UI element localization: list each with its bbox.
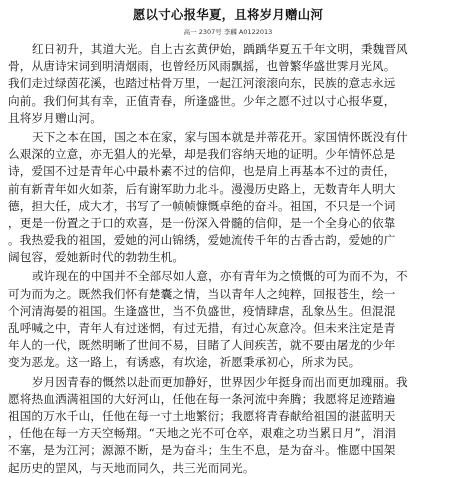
paragraph-line: 阔包容，爱她新时代的勃勃生机。 (8, 250, 185, 265)
paragraph-line: 红日初升，其道大光。自上古玄黄伊始，踽踽华夏五千年文明，秉魏晋风 (32, 42, 408, 56)
paragraph-line: 可为而为之。既然我们怀有楚囊之情，当以青年人之纯粹，回报苍生，绘一 (8, 286, 396, 301)
essay-paragraph (8, 41, 448, 127)
paragraph-line: 乱呼喊之中，青年人有过迷惘，有过无措，有过心灰意冷。但未来注定是青 (8, 321, 396, 335)
paragraph-line: 骨，从唐诗宋词到明清烟雨，也曾经历风雨飘摇，也曾繁华盛世霁月光风。 (8, 59, 396, 74)
paragraph-line: 且将岁月赠山河。 (8, 110, 102, 125)
essay-byline: 高一 2307号 李麟 A0122013 (183, 28, 273, 36)
paragraph-line: ，更是一份置之于口的欢喜，是一份深入骨髓的信仰，是一个全身心的依靠 (8, 215, 396, 230)
essay-paragraph (8, 129, 448, 267)
paragraph-line: 。我热爱我的祖国，爱她的河山锦绣，爱她流传千年的古香古韵，爱她的广 (8, 233, 396, 248)
paragraph-line: 向前。我们何其有幸，正值青春，所逢盛世。少年之愿不过以寸心报华夏， (8, 93, 396, 108)
paragraph-line: ，任他在每一方天空畅翔。“天地之光不可仓卒，艰难之功当累日月”，涓涓 (8, 426, 397, 441)
paragraph-line: 祖国的万水千山，任他在每一寸土地繁衍；我愿将青春献给祖国的湛蓝明天 (8, 408, 396, 423)
paragraph-line: 起历史的罡风，与天地而同久，共三光而同光。 (8, 460, 255, 475)
paragraph-line: 么艰深的立意，亦无猖人的光晕，却是我们容纳天地的证明。少年情怀总是 (8, 147, 396, 162)
essay-title: 愿以寸心报华夏，且将岁月赠山河 (132, 7, 324, 22)
paragraph-line: 年人的一代，既然明晰了世间不易，目睹了人间疾苦，就不要由屠龙的少年 (8, 338, 396, 353)
paragraph-line: 或许现在的中国并不全部尽如人意，亦有青年为之愤慨的可为而不为，不 (32, 269, 408, 284)
essay-body (8, 41, 448, 477)
paragraph-line: 变为恶龙。这一路上，有诱惑，有坎途，祈愿秉承初心，所求为民。 (8, 355, 361, 370)
paragraph-line: 诗，爱国不过是青年心中最朴素不过的信仰，也是肩上再基本不过的责任， (8, 164, 396, 179)
essay-paragraph (8, 268, 448, 371)
paragraph-line: 德，担大任，成大才，书写了一帧帧慷慨卓绝的奋斗。祖国，不只是一个词 (8, 198, 396, 213)
paragraph-line: 我们走过绿茵花溪，也踏过枯骨万里，一起江河滚滚向东，民族的意志永远 (8, 76, 396, 91)
essay-paragraph (8, 374, 448, 477)
paragraph-line: 不塞，是为江河；源源不断，是为奋斗；生生不息，是为奋斗。惟愿中国架 (8, 443, 396, 458)
paragraph-line: 愿将热血洒满祖国的大好河山，任他在每一条河流中奔腾；我愿将足迹踏遍 (8, 391, 396, 406)
paragraph-line: 个河清海晏的祖国。生逢盛世，当不负盛世，疫情肆虐，乱象丛生。但混混 (8, 303, 396, 318)
paragraph-line: 岁月因青春的慨然以赴而更加静好，世界因少年挺身而出而更加瑰丽。我 (32, 374, 408, 389)
paragraph-line: 天下之本在国，国之本在家，家与国本就是并蒂花开。家国情怀既没有什 (32, 129, 408, 144)
paragraph-line: 前有新青年如火如荼，后有谢军助力北斗。漫漫历史路上，无数青年人明大 (8, 181, 396, 196)
